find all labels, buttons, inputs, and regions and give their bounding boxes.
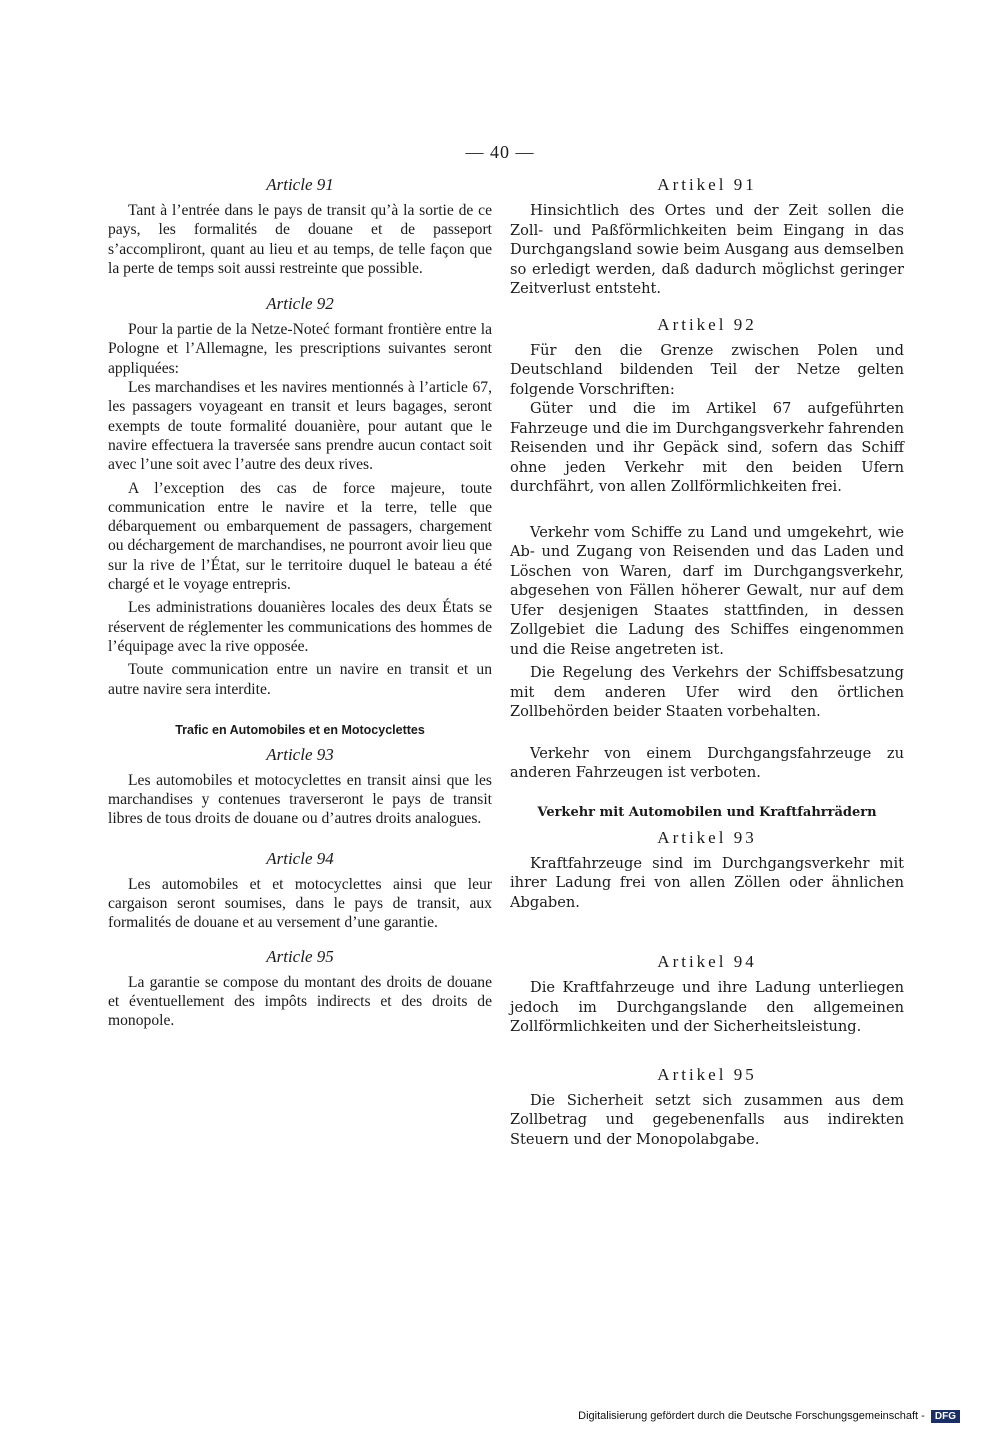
article-92-para-4-de: Die Regelung des Verkehrs der Schiffsbesatzung mit dem anderen Ufer wird den örtlichen Zollbehörden beider Staaten vorbehalten. xyxy=(510,664,904,720)
article-92-para-3-fr: A l’exception des cas de force majeure, toute communication entre le navire et la terre, telle que débarquement ou embarquement de passagers, chargement ou déchargement de marchandises, ne pourront avoir lieu que sur la rive de l’État, sur le territoire duquel le bateau a été chargé et le voyage entrepris. xyxy=(108,479,492,594)
article-92-heading-fr: Article 92 xyxy=(266,294,334,314)
article-91-text-fr: Tant à l’entrée dans le pays de transit qu’à la sortie de ce pays, les formalités de douane et de passeport s’accompliront, quant au lieu et au temps, de telle façon que la perte de temps soit aussi restreinte que possible. xyxy=(108,202,492,277)
article-91-text-de: Hinsichtlich des Ortes und der Zeit sollen die Zoll- und Paßförmlichkeiten beim Eingang in das Durchgangsland sowie beim Ausgang aus demselben so erledigt werden, daß dadurch möglichst geringer Zeitverlust entsteht. xyxy=(510,202,904,297)
article-93-heading-fr: Article 93 xyxy=(266,744,334,764)
section-heading-fr: Trafic en Automobiles et en Motocyclettes xyxy=(175,722,425,737)
article-93-text-de: Kraftfahrzeuge sind im Durchgangsverkehr mit ihrer Ladung frei von allen Zöllen oder ähnlichen Abgaben. xyxy=(510,854,904,911)
article-91-heading-de: Artikel 91 xyxy=(657,175,757,194)
article-92-heading-de: Artikel 92 xyxy=(657,314,757,334)
article-92-para-1-de: Für den die Grenze zwischen Polen und Deutschland bildenden Teil der Netze gelten folgende Vorschriften: xyxy=(510,341,904,398)
article-92-para-4-fr: Les administrations douanières locales des deux États se réservent de réglementer les communications des hommes de l’équipage avec la rive opposée. xyxy=(108,599,492,655)
dfg-logo: DFG xyxy=(931,1410,960,1423)
article-93-heading-de: Artikel 93 xyxy=(657,827,757,847)
german-column xyxy=(510,175,904,1149)
article-95-heading-de: Artikel 95 xyxy=(657,1064,757,1084)
article-92-para-2-fr: Les marchandises et les navires mentionnés à l’article 67, les passagers voyageant en transit et leurs bagages, seront exempts de toute formalité douanière, pour autant que le navire effectuera la traversée sans prendre aucun contact soit avec l’une soit avec l’autre des deux rives. xyxy=(108,379,492,474)
article-92-para-1-fr: Pour la partie de la Netze-Noteć formant frontière entre la Pologne et l’Allemagne, les prescriptions suivantes seront appliquées: xyxy=(108,321,492,377)
page-number: — 40 — xyxy=(465,142,535,162)
article-92-para-3-de: Verkehr vom Schiffe zu Land und umgekehrt, wie Ab- und Zugang von Reisenden und das Laden und Löschen von Waren, darf im Durchgangsverkehr, abgesehen von Fällen höherer Gewalt, nur auf dem Ufer desjenigen Staates stattfinden, in dessen Zollgebiet die Ladung des Schiffes eingenommen und die Reise angetreten ist. xyxy=(510,523,904,658)
article-95-heading-fr: Article 95 xyxy=(266,946,334,966)
article-92-para-5-fr: Toute communication entre un navire en transit et un autre navire sera interdite. xyxy=(108,661,492,698)
section-heading-de: Verkehr mit Automobilen und Kraftfahrrädern xyxy=(537,804,877,820)
french-column xyxy=(108,175,492,1031)
article-94-text-de: Die Kraftfahrzeuge und ihre Ladung unterliegen jedoch im Durchgangslande den allgemeinen Zollförmlichkeiten und der Sicherheitsleistung. xyxy=(510,979,904,1035)
article-92-para-5-de: Verkehr von einem Durchgangsfahrzeuge zu anderen Fahrzeugen ist verboten. xyxy=(510,744,904,781)
article-94-heading-de: Artikel 94 xyxy=(657,952,757,971)
article-93-text-fr: Les automobiles et motocyclettes en transit ainsi que les marchandises y contenues traverseront le pays de transit libres de tous droits de douane ou d’autres droits analogues. xyxy=(108,771,492,828)
digitization-footer xyxy=(578,1410,960,1423)
article-94-heading-fr: Article 94 xyxy=(266,848,334,868)
article-95-text-de: Die Sicherheit setzt sich zusammen aus dem Zollbetrag und gegebenenfalls aus indirekten Steuern und der Monopolabgabe. xyxy=(510,1091,904,1148)
article-95-text-fr: La garantie se compose du montant des droits de douane et éventuellement des impôts indirects et des droits de monopole. xyxy=(108,973,492,1030)
article-92-para-2-de: Güter und die im Artikel 67 aufgeführten Fahrzeuge und die im Durchgangsverkehr fahrenden Reisenden und ihr Gepäck sind, sofern das Schiff ohne jeden Verkehr mit den beiden Ufern durchfährt, von allen Zollförmlichkeiten frei. xyxy=(510,400,904,495)
article-94-text-fr: Les automobiles et et motocyclettes ainsi que leur cargaison seront soumises, dans le pays de transit, aux formalités de douane et au versement d’une garantie. xyxy=(108,875,492,932)
article-91-heading-fr: Article 91 xyxy=(266,175,334,194)
footer-text: Digitalisierung gefördert durch die Deutsche Forschungsgemeinschaft - xyxy=(578,1410,925,1422)
